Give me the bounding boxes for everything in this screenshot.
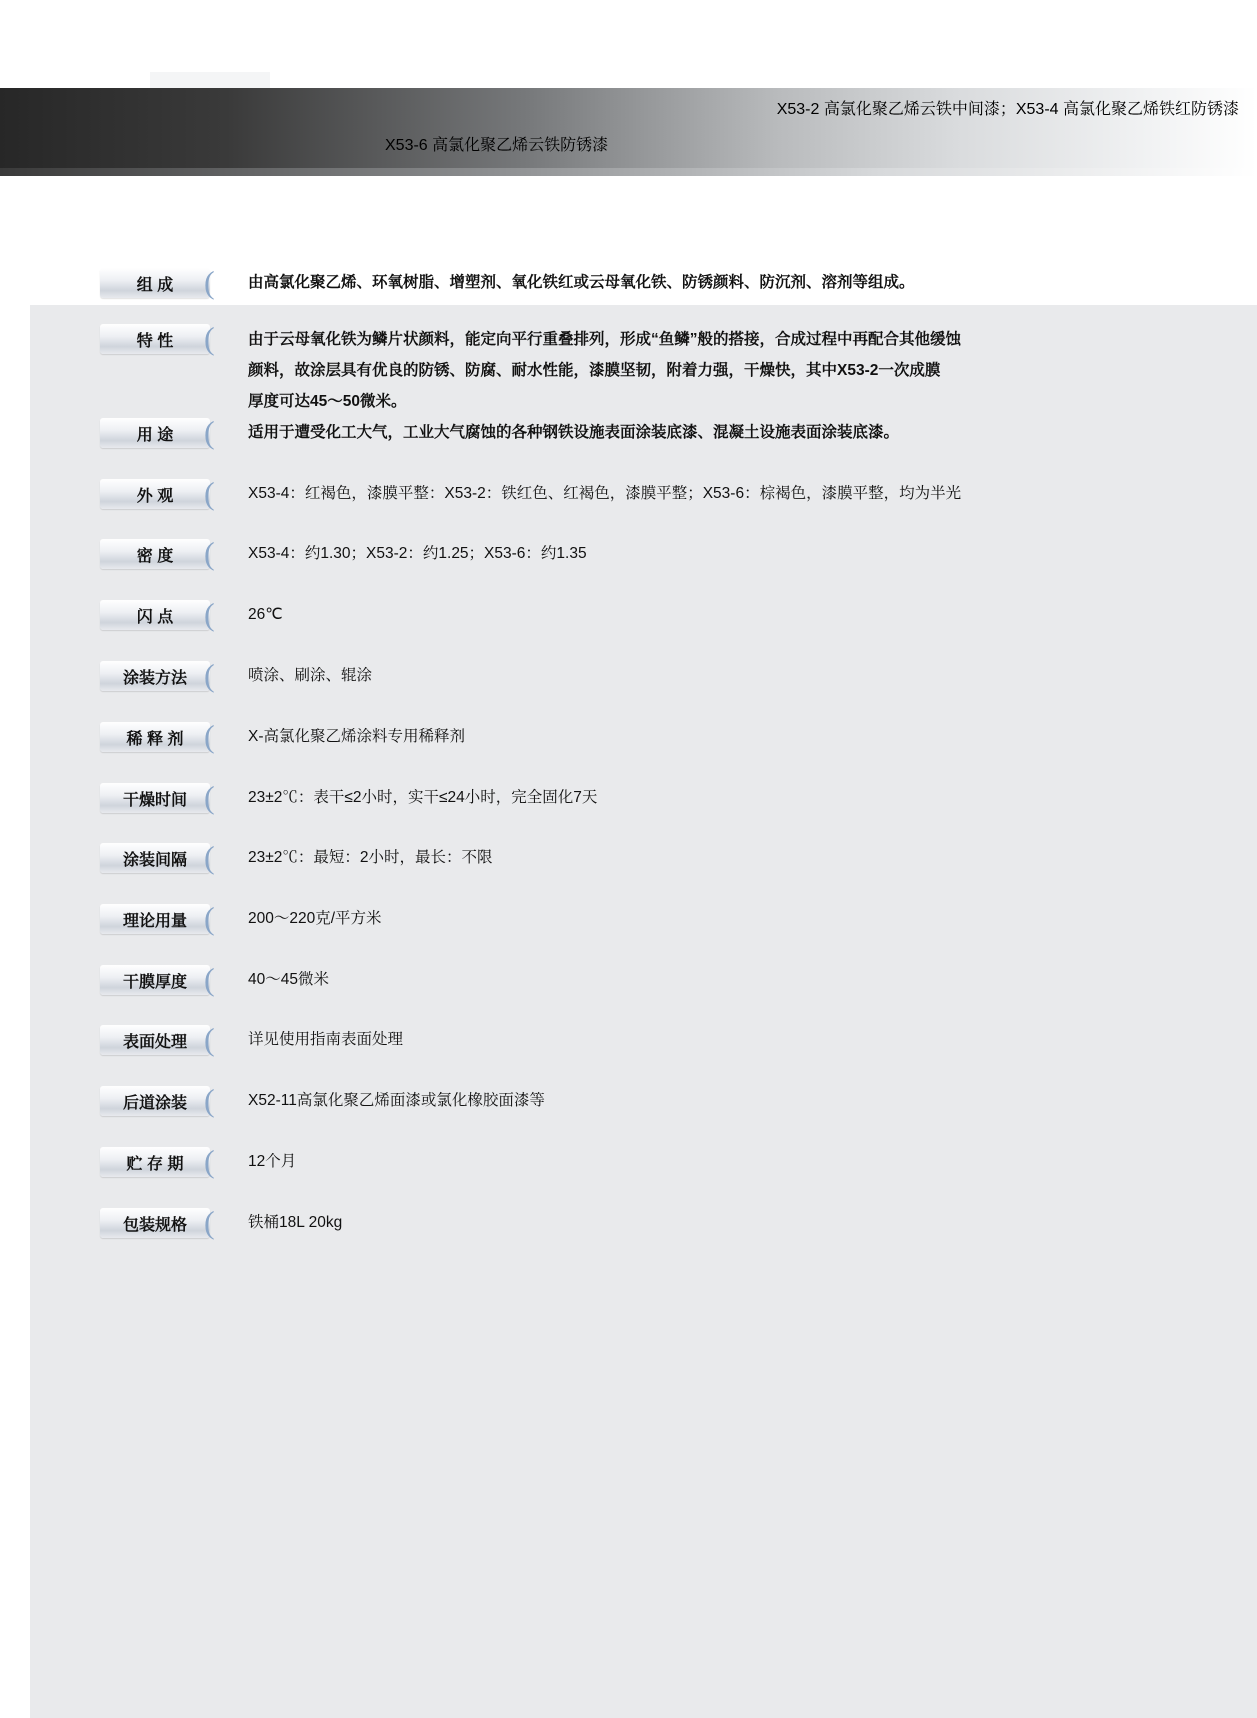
- spec-row: [0, 1143, 1257, 1179]
- header-title-line-2: X53-6 高氯化聚乙烯云铁防锈漆: [385, 137, 609, 154]
- spec-row-value-line: 由于云母氧化铁为鳞片状颜料，能定向平行重叠排列，形成“鱼鳞”般的搭接，合成过程中再配合其他缓蚀: [248, 331, 962, 348]
- spec-row-label-wrap: [100, 414, 232, 450]
- spec-row-value: 详见使用指南表面处理: [248, 1031, 404, 1048]
- spec-row-label-wrap: [100, 596, 232, 632]
- spec-row: [0, 320, 1257, 417]
- bracket-icon: (: [204, 596, 215, 632]
- bracket-icon: (: [204, 320, 215, 356]
- spec-row-label-wrap: [100, 718, 232, 754]
- spec-row: [0, 535, 1257, 571]
- spec-row-value: [232, 324, 961, 417]
- spec-row-value: 23±2℃：表干≤2小时，实干≤24小时，完全固化7天: [248, 789, 598, 806]
- spec-row-value-line: 颜料，故涂层具有优良的防锈、防腐、耐水性能，漆膜坚韧，附着力强，干燥快，其中X53-2一次成膜: [248, 362, 941, 379]
- spec-row: [0, 596, 1257, 632]
- spec-row: [0, 961, 1257, 997]
- spec-row: [0, 779, 1257, 815]
- spec-row-value: 40～45微米: [248, 971, 329, 988]
- bracket-icon: (: [204, 535, 215, 571]
- spec-row: [0, 1021, 1257, 1057]
- spec-row-value-line: 厚度可达45～50微米。: [248, 393, 407, 410]
- spec-row: [0, 1082, 1257, 1118]
- bracket-icon: (: [204, 1204, 215, 1240]
- spec-row-value: 由高氯化聚乙烯、环氧树脂、增塑剂、氧化铁红或云母氧化铁、防锈颜料、防沉剂、溶剂等组成。: [248, 274, 915, 291]
- spec-row-label-wrap: [100, 1082, 232, 1118]
- spec-row-label: 包装规格: [100, 1208, 210, 1238]
- spec-row-value: 适用于遭受化工大气，工业大气腐蚀的各种钢铁设施表面涂装底漆、混凝土设施表面涂装底漆。: [248, 424, 900, 441]
- bracket-icon: (: [204, 657, 215, 693]
- spec-row: [0, 1204, 1257, 1240]
- spec-row-label-wrap: [100, 1021, 232, 1057]
- header-title-line-1: X53-2 高氯化聚乙烯云铁中间漆；X53-4 高氯化聚乙烯铁红防锈漆: [776, 101, 1239, 118]
- spec-row-label-wrap: [100, 900, 232, 936]
- spec-row-value: 200～220克/平方米: [248, 910, 382, 927]
- spec-row-value: 23±2℃：最短：2小时，最长：不限: [248, 849, 493, 866]
- bracket-icon: (: [204, 961, 215, 997]
- spec-row-label-wrap: [100, 657, 232, 693]
- spec-row-value: 喷涂、刷涂、辊涂: [248, 667, 373, 684]
- spec-row-label: 贮 存 期: [100, 1147, 210, 1177]
- spec-row: [0, 839, 1257, 875]
- spec-row-label-wrap: [100, 779, 232, 815]
- bracket-icon: (: [204, 718, 215, 754]
- spec-row-label: 用 途: [100, 418, 210, 448]
- spec-row-label-wrap: [100, 535, 232, 571]
- spec-row: [0, 475, 1257, 511]
- spec-row-label: 组 成: [100, 268, 210, 298]
- spec-row-label: 干燥时间: [100, 783, 210, 813]
- spec-row-label: 理论用量: [100, 904, 210, 934]
- bracket-icon: (: [204, 475, 215, 511]
- bracket-icon: (: [204, 1143, 215, 1179]
- bracket-icon: (: [204, 779, 215, 815]
- spec-row-value: X52-11高氯化聚乙烯面漆或氯化橡胶面漆等: [248, 1092, 545, 1109]
- spec-row-label-wrap: [100, 475, 232, 511]
- spec-row-label: 特 性: [100, 324, 210, 354]
- spec-row-label: 闪 点: [100, 600, 210, 630]
- spec-row-label-wrap: [100, 961, 232, 997]
- spec-row-value: 铁桶18L 20kg: [248, 1214, 343, 1231]
- page-background: [30, 305, 1257, 1718]
- spec-row-label-wrap: [100, 320, 232, 356]
- spec-row: [0, 900, 1257, 936]
- spec-row: [0, 718, 1257, 754]
- bracket-icon: (: [204, 264, 215, 300]
- spec-row-label-wrap: [100, 839, 232, 875]
- spec-row-label: 外 观: [100, 479, 210, 509]
- spec-row-value: 26℃: [248, 606, 283, 623]
- spec-row-label: 稀 释 剂: [100, 722, 210, 752]
- bracket-icon: (: [204, 1021, 215, 1057]
- spec-row-label: 表面处理: [100, 1025, 210, 1055]
- bracket-icon: (: [204, 839, 215, 875]
- spec-row-label: 后道涂装: [100, 1086, 210, 1116]
- header-band: [0, 88, 1257, 168]
- bracket-icon: (: [204, 1082, 215, 1118]
- spec-row-value: X53-4：约1.30；X53-2：约1.25；X53-6：约1.35: [248, 545, 587, 562]
- spec-row: [0, 264, 1257, 300]
- spec-row: [0, 414, 1257, 450]
- spec-row-label-wrap: [100, 1143, 232, 1179]
- spec-row-label: 密 度: [100, 539, 210, 569]
- spec-row-label-wrap: [100, 264, 232, 300]
- spec-row-label: 干膜厚度: [100, 965, 210, 995]
- spec-row-label-wrap: [100, 1204, 232, 1240]
- bracket-icon: (: [204, 900, 215, 936]
- spec-row-label: 涂装方法: [100, 661, 210, 691]
- spec-row-label: 涂装间隔: [100, 843, 210, 873]
- header-underline: [0, 168, 1257, 176]
- spec-row: [0, 657, 1257, 693]
- spec-row-value: 12个月: [248, 1153, 297, 1170]
- spec-row-value: X53-4：红褐色，漆膜平整：X53-2：铁红色、红褐色，漆膜平整；X53-6：棕褐色，漆膜平整，均为半光: [248, 485, 962, 502]
- spec-row-value: X-高氯化聚乙烯涂料专用稀释剂: [248, 728, 466, 745]
- bracket-icon: (: [204, 414, 215, 450]
